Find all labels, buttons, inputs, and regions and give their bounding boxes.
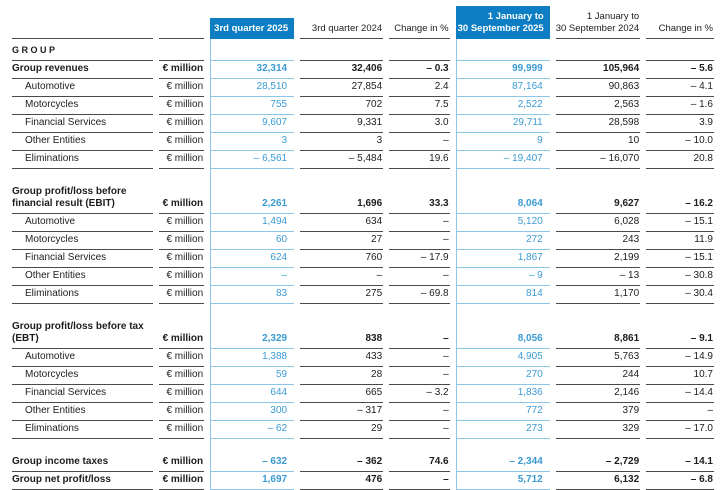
unit-cell: € million [159, 403, 204, 421]
value-cell: 273 [456, 421, 550, 439]
unit-cell: € million [159, 250, 204, 268]
column-header-1-january-to-30-september-2024 [556, 6, 640, 39]
value-cell: 665 [300, 385, 383, 403]
section-value-cell [556, 39, 640, 61]
value-cell: 33.3 [389, 184, 449, 214]
value-cell: – 6,561 [210, 151, 294, 169]
highlighted-period-box [456, 6, 550, 39]
section-value-cell [456, 39, 550, 61]
value-cell: – [389, 214, 449, 232]
value-cell: 243 [556, 232, 640, 250]
value-cell: – 17.9 [389, 250, 449, 268]
value-cell: 5,120 [456, 214, 550, 232]
value-cell: – 15.1 [646, 250, 714, 268]
value-cell: 244 [556, 367, 640, 385]
value-cell: – 69.8 [389, 286, 449, 304]
value-cell: – [389, 403, 449, 421]
value-cell: – 16,070 [556, 151, 640, 169]
table-row-financial-services [12, 385, 714, 403]
value-cell: – 2,729 [556, 454, 640, 472]
value-cell: 27,854 [300, 79, 383, 97]
value-cell: – [389, 232, 449, 250]
section-title-text: GROUP [12, 45, 58, 55]
value-cell: 20.8 [646, 151, 714, 169]
unit-cell: € million [159, 319, 204, 349]
value-cell: – [389, 349, 449, 367]
value-cell: – 14.1 [646, 454, 714, 472]
group-financials-table [6, 6, 720, 490]
value-cell: 29 [300, 421, 383, 439]
table-row-eliminations [12, 286, 714, 304]
value-cell: 634 [300, 214, 383, 232]
value-cell: 3 [300, 133, 383, 151]
value-cell: – [389, 319, 449, 349]
value-cell: 8,064 [456, 184, 550, 214]
row-label: Motorcycles [12, 232, 153, 250]
spacer-cell [389, 304, 449, 319]
value-cell: – 317 [300, 403, 383, 421]
spacer-cell [646, 439, 714, 454]
row-label: Group profit/loss before financial result (EBIT) [12, 184, 153, 214]
row-label: Group revenues [12, 61, 153, 79]
spacer-cell [556, 439, 640, 454]
spacer-cell [159, 169, 204, 184]
value-cell: 644 [210, 385, 294, 403]
unit-cell: € million [159, 79, 204, 97]
unit-cell: € million [159, 232, 204, 250]
value-cell: – [389, 133, 449, 151]
spacer-cell [456, 169, 550, 184]
section-value-cell [646, 39, 714, 61]
section-title [12, 39, 153, 61]
table-row-automotive [12, 214, 714, 232]
value-cell: 814 [456, 286, 550, 304]
value-cell: 5,712 [456, 472, 550, 490]
unit-cell: € million [159, 214, 204, 232]
row-label: Eliminations [12, 421, 153, 439]
value-cell: – 14.4 [646, 385, 714, 403]
value-cell: 8,861 [556, 319, 640, 349]
value-cell: 2,329 [210, 319, 294, 349]
row-label: Financial Services [12, 250, 153, 268]
value-cell: 2,522 [456, 97, 550, 115]
value-cell: 433 [300, 349, 383, 367]
value-cell: 2.4 [389, 79, 449, 97]
value-cell: 1,697 [210, 472, 294, 490]
unit-cell: € million [159, 349, 204, 367]
table-row-group-income-taxes [12, 454, 714, 472]
value-cell: – 30.8 [646, 268, 714, 286]
value-cell: 90,863 [556, 79, 640, 97]
column-header-line: Change in % [394, 22, 449, 34]
value-cell: 1,867 [456, 250, 550, 268]
value-cell: 838 [300, 319, 383, 349]
value-cell: – [389, 268, 449, 286]
value-cell: 32,406 [300, 61, 383, 79]
row-label: Other Entities [12, 403, 153, 421]
section-value-cell [389, 39, 449, 61]
value-cell: 7.5 [389, 97, 449, 115]
value-cell: 624 [210, 250, 294, 268]
unit-cell: € million [159, 472, 204, 490]
table-row-financial-services [12, 250, 714, 268]
row-label: Automotive [12, 349, 153, 367]
value-cell: 99,999 [456, 61, 550, 79]
value-cell: 379 [556, 403, 640, 421]
table-row-motorcycles [12, 97, 714, 115]
value-cell: 2,146 [556, 385, 640, 403]
spacer-cell [12, 304, 153, 319]
spacer-cell [389, 439, 449, 454]
value-cell: 760 [300, 250, 383, 268]
spacer-cell [646, 304, 714, 319]
value-cell: 1,170 [556, 286, 640, 304]
value-cell: 476 [300, 472, 383, 490]
value-cell: 1,836 [456, 385, 550, 403]
spacer-cell [300, 439, 383, 454]
value-cell: – [300, 268, 383, 286]
header-label-spacer [12, 6, 153, 39]
section-unit-cell [159, 39, 204, 61]
value-cell: 3.0 [389, 115, 449, 133]
column-header-line: 30 September 2024 [555, 22, 640, 34]
table-row-group-profit-loss-before-financial-result-ebit [12, 184, 714, 214]
column-header-line: 3rd quarter 2024 [311, 22, 383, 34]
column-header-change-in [389, 6, 449, 39]
table-row-eliminations [12, 421, 714, 439]
value-cell: – [646, 403, 714, 421]
row-label: Group net profit/loss [12, 472, 153, 490]
section-value-cell [300, 39, 383, 61]
spacer-cell [646, 169, 714, 184]
column-header-line: Change in % [658, 22, 713, 34]
quarterly-report-group-financials [0, 6, 720, 485]
table-row-other-entities [12, 133, 714, 151]
value-cell: 329 [556, 421, 640, 439]
unit-cell: € million [159, 421, 204, 439]
value-cell: – 16.2 [646, 184, 714, 214]
value-cell: – 3.2 [389, 385, 449, 403]
value-cell: – [389, 367, 449, 385]
value-cell: 10 [556, 133, 640, 151]
value-cell: 2,199 [556, 250, 640, 268]
value-cell: 27 [300, 232, 383, 250]
value-cell: – 4.1 [646, 79, 714, 97]
value-cell: 9,627 [556, 184, 640, 214]
value-cell: 19.6 [389, 151, 449, 169]
value-cell: – 10.0 [646, 133, 714, 151]
value-cell: 275 [300, 286, 383, 304]
spacer-cell [556, 304, 640, 319]
value-cell: – 9 [456, 268, 550, 286]
spacer-cell [300, 169, 383, 184]
value-cell: – 362 [300, 454, 383, 472]
row-label: Automotive [12, 214, 153, 232]
spacer-cell [300, 304, 383, 319]
value-cell: 8,056 [456, 319, 550, 349]
column-header-line: 30 September 2025 [457, 22, 544, 34]
value-cell: 28,598 [556, 115, 640, 133]
unit-cell: € million [159, 367, 204, 385]
row-label: Group profit/loss before tax (EBT) [12, 319, 153, 349]
value-cell: 4,905 [456, 349, 550, 367]
value-cell: 9,607 [210, 115, 294, 133]
unit-cell: € million [159, 115, 204, 133]
row-label: Other Entities [12, 133, 153, 151]
value-cell: 702 [300, 97, 383, 115]
value-cell: – 9.1 [646, 319, 714, 349]
value-cell: 1,494 [210, 214, 294, 232]
value-cell: – 19,407 [456, 151, 550, 169]
value-cell: 74.6 [389, 454, 449, 472]
unit-cell: € million [159, 133, 204, 151]
column-header-3rd-quarter-2025 [210, 6, 294, 39]
value-cell: – 5,484 [300, 151, 383, 169]
column-header-change-in [646, 6, 714, 39]
value-cell: – 2,344 [456, 454, 550, 472]
spacer-cell [159, 439, 204, 454]
value-cell: 105,964 [556, 61, 640, 79]
value-cell: – 62 [210, 421, 294, 439]
row-label: Financial Services [12, 385, 153, 403]
value-cell: 11.9 [646, 232, 714, 250]
column-header-1-january-to-30-september-2025 [456, 6, 550, 39]
value-cell: 1,388 [210, 349, 294, 367]
row-label: Motorcycles [12, 97, 153, 115]
value-cell: 28,510 [210, 79, 294, 97]
table-row-group-revenues [12, 61, 714, 79]
unit-cell: € million [159, 61, 204, 79]
table-row-other-entities [12, 403, 714, 421]
unit-cell: € million [159, 151, 204, 169]
unit-cell: € million [159, 97, 204, 115]
value-cell: 270 [456, 367, 550, 385]
value-cell: – [389, 421, 449, 439]
spacer-cell [210, 169, 294, 184]
column-header-line: 1 January to [487, 11, 544, 22]
value-cell: 300 [210, 403, 294, 421]
value-cell: – 6.8 [646, 472, 714, 490]
column-header-3rd-quarter-2024 [300, 6, 383, 39]
column-header-line: 1 January to [586, 11, 640, 22]
value-cell: – 632 [210, 454, 294, 472]
highlighted-period-box [210, 18, 294, 40]
table-row-motorcycles [12, 367, 714, 385]
spacer-cell [12, 169, 153, 184]
table-row-financial-services [12, 115, 714, 133]
value-cell: 32,314 [210, 61, 294, 79]
value-cell: 9,331 [300, 115, 383, 133]
value-cell: – 15.1 [646, 214, 714, 232]
spacer-cell [159, 304, 204, 319]
row-label: Eliminations [12, 286, 153, 304]
spacer-cell [456, 304, 550, 319]
row-label: Group income taxes [12, 454, 153, 472]
table-row-other-entities [12, 268, 714, 286]
spacer-row [12, 169, 714, 184]
unit-cell: € million [159, 454, 204, 472]
value-cell: 60 [210, 232, 294, 250]
spacer-cell [456, 439, 550, 454]
value-cell: 83 [210, 286, 294, 304]
spacer-cell [556, 169, 640, 184]
value-cell: – 13 [556, 268, 640, 286]
value-cell: – 14.9 [646, 349, 714, 367]
spacer-cell [12, 439, 153, 454]
value-cell: 2,563 [556, 97, 640, 115]
spacer-cell [389, 169, 449, 184]
unit-cell: € million [159, 184, 204, 214]
value-cell: 10.7 [646, 367, 714, 385]
value-cell: 2,261 [210, 184, 294, 214]
unit-cell: € million [159, 286, 204, 304]
spacer-cell [210, 304, 294, 319]
row-label: Other Entities [12, 268, 153, 286]
value-cell: 3 [210, 133, 294, 151]
value-cell: 755 [210, 97, 294, 115]
value-cell: – 17.0 [646, 421, 714, 439]
value-cell: 59 [210, 367, 294, 385]
table-row-automotive [12, 349, 714, 367]
header-unit-spacer [159, 6, 204, 39]
header-row [12, 6, 714, 39]
spacer-cell [210, 439, 294, 454]
value-cell: 87,164 [456, 79, 550, 97]
section-header-row [12, 39, 714, 61]
unit-cell: € million [159, 268, 204, 286]
value-cell: 772 [456, 403, 550, 421]
value-cell: – 0.3 [389, 61, 449, 79]
row-label: Motorcycles [12, 367, 153, 385]
value-cell: – 30.4 [646, 286, 714, 304]
table-row-eliminations [12, 151, 714, 169]
unit-cell: € million [159, 385, 204, 403]
value-cell: 28 [300, 367, 383, 385]
section-value-cell [210, 39, 294, 61]
table-row-group-net-profit-loss [12, 472, 714, 490]
value-cell: 9 [456, 133, 550, 151]
table-row-motorcycles [12, 232, 714, 250]
row-label: Eliminations [12, 151, 153, 169]
spacer-row [12, 304, 714, 319]
value-cell: – [210, 268, 294, 286]
value-cell: 272 [456, 232, 550, 250]
row-label: Financial Services [12, 115, 153, 133]
table-row-automotive [12, 79, 714, 97]
value-cell: – [389, 472, 449, 490]
value-cell: – 1.6 [646, 97, 714, 115]
value-cell: 3.9 [646, 115, 714, 133]
value-cell: – 5.6 [646, 61, 714, 79]
column-header-line: 3rd quarter 2025 [214, 22, 289, 34]
value-cell: 29,711 [456, 115, 550, 133]
table-row-group-profit-loss-before-tax-ebt [12, 319, 714, 349]
spacer-row [12, 439, 714, 454]
value-cell: 6,132 [556, 472, 640, 490]
value-cell: 5,763 [556, 349, 640, 367]
row-label: Automotive [12, 79, 153, 97]
value-cell: 6,028 [556, 214, 640, 232]
value-cell: 1,696 [300, 184, 383, 214]
